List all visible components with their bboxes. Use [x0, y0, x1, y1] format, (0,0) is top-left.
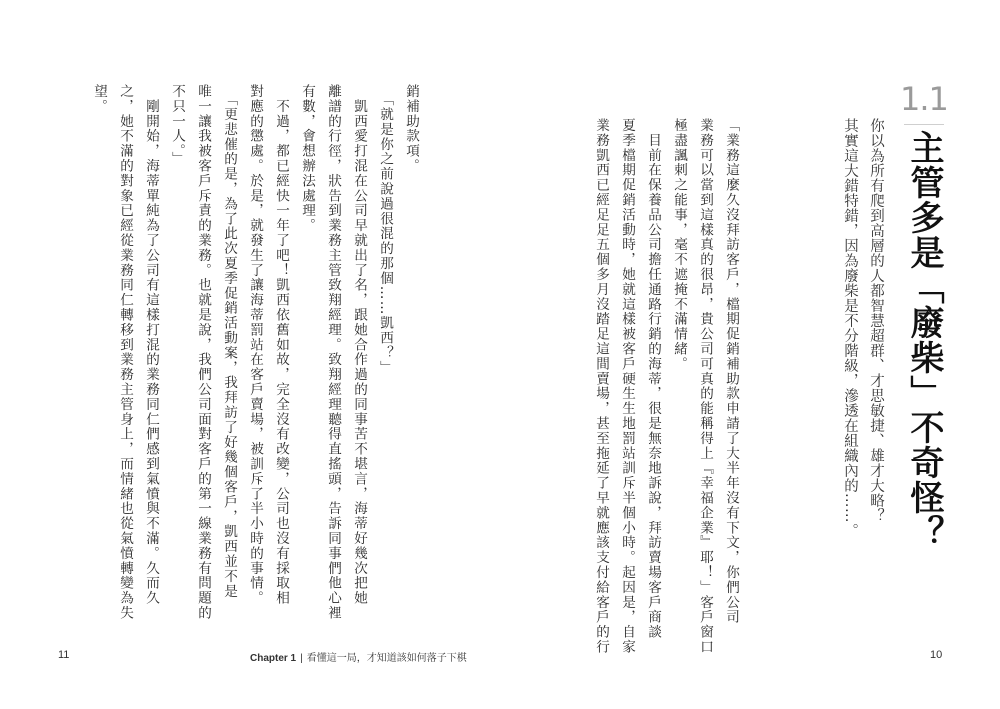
- left-line-12: 之，她不滿的對象已經從業務同仁轉移到業務主管身上，而情緒也從氣憤轉變為失: [117, 84, 133, 621]
- right-line-6: 業務凱西已經足足五個多月沒踏足這間賣場，甚至拖延了早就應該支付給客戶的行: [593, 118, 609, 655]
- left-line-13: 望。: [91, 84, 107, 114]
- section-subtitle-2: 其實這大錯特錯，因為廢柴是不分階級，滲透在組織內的……。: [842, 118, 858, 538]
- section-number: 1.1: [900, 80, 948, 118]
- section-divider: [904, 124, 944, 125]
- footer-chapter: Chapter 1: [250, 653, 297, 664]
- left-line-10: 不只一人。」: [169, 84, 185, 167]
- footer-title: 看懂這一局，才知道該如何落子下棋: [306, 653, 467, 664]
- footer-separator: |: [300, 653, 303, 664]
- chapter-footer: [250, 649, 467, 664]
- section-subtitle-1: 你以為所有爬到高層的人都智慧超群、才思敏捷、雄才大略？: [868, 118, 884, 523]
- right-line-1: 「業務這麼久沒拜訪客戶，檔期促銷補助款申請了大半年沒有下文，你們公司: [723, 118, 739, 625]
- left-line-7: 對應的懲處。於是，就發生了讓海蒂罰站在客戶賣場，被訓斥了半小時的事情。: [247, 84, 263, 606]
- section-title: 主管多是「廢柴」不奇怪？: [904, 130, 944, 550]
- right-page-number: 10: [930, 649, 943, 661]
- left-line-11: 剛開始，海蒂單純為了公司有這樣打混的業務同仁們感到氣憤與不滿。久而久: [143, 84, 159, 606]
- right-line-3: 極盡諷刺之能事，毫不遮掩不滿情緒。: [671, 118, 687, 372]
- right-line-5: 夏季檔期促銷活動時，她就這樣被客戶硬生生地罰站訓斥半個小時。起因是，自家: [619, 118, 635, 655]
- left-line-9: 唯一讓我被客戶斥責的業務。也就是說，我們公司面對客戶的第一線業務有問題的: [195, 84, 211, 621]
- left-line-5: 有數，會想辦法處理。: [299, 84, 315, 233]
- left-line-3: 凱西愛打混在公司早就出了名，跟她合作過的同事苦不堪言，海蒂好幾次把她: [351, 84, 367, 606]
- right-line-4: 目前在保養品公司擔任通路行銷的海蒂，很是無奈地訴說，拜訪賣場客戶商談: [645, 118, 661, 640]
- right-line-2: 業務可以當到這樣真的很昂，貴公司可真的能稱得上『幸福企業』耶！」客戶窗口: [697, 118, 713, 655]
- left-line-1: 銷補助款項。: [403, 84, 419, 174]
- left-page-number: 11: [58, 649, 70, 661]
- left-line-2: 「就是你之前說過很混的那個……凱西？」: [377, 84, 393, 376]
- left-line-6: 不過，都已經快一年了吧！凱西依舊如故，完全沒有改變，公司也沒有採取相: [273, 84, 289, 606]
- left-line-8: 「更悲催的是，為了此次夏季促銷活動案，我拜訪了好幾個客戶，凱西並不是: [221, 84, 237, 599]
- left-line-4: 離譜的行徑，狀告到業務主管致翔經理。致翔經理聽得直搖頭，告訴同事們他心裡: [325, 84, 341, 621]
